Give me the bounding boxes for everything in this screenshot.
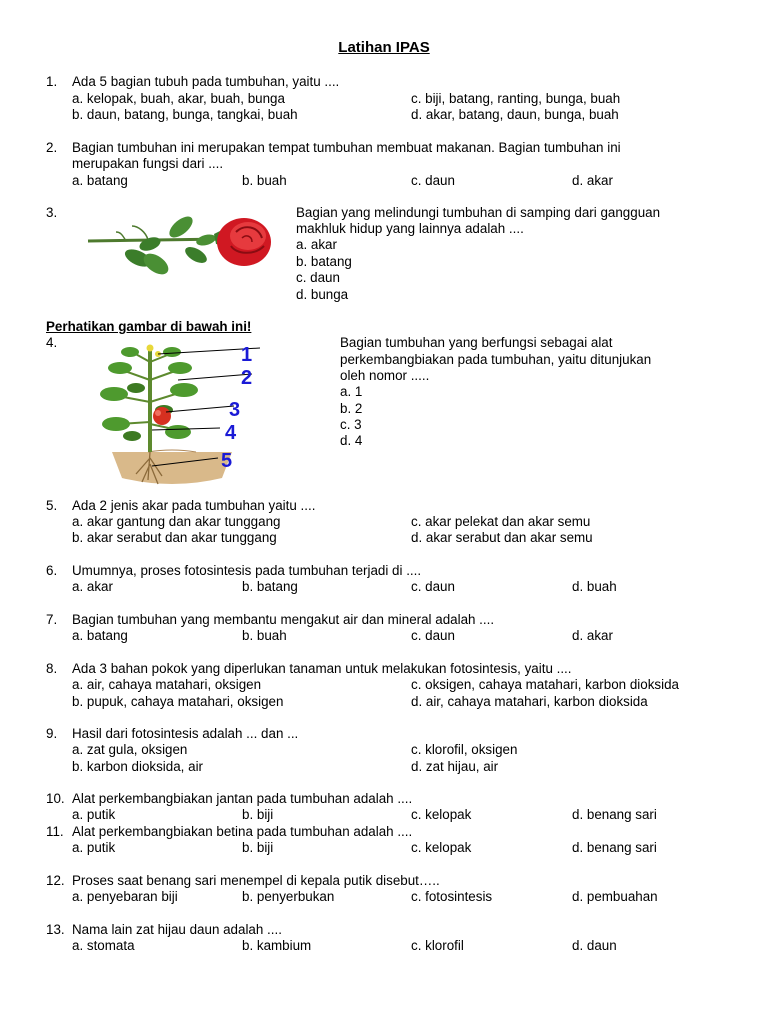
question-1-option-c: c. biji, batang, ranting, bunga, buah: [411, 91, 621, 106]
question-11-text: Alat perkembangbiakan betina pada tumbuhan adalah ....: [72, 824, 413, 839]
question-11-option-c: c. kelopak: [411, 840, 472, 855]
question-5-option-a: a. akar gantung dan akar tunggang: [72, 514, 281, 529]
question-4-text-line-3: oleh nomor .....: [340, 368, 430, 383]
question-11-option-b: b. biji: [242, 840, 274, 855]
question-5-text: Ada 2 jenis akar pada tumbuhan yaitu ....: [72, 498, 316, 513]
question-8-option-b: b. pupuk, cahaya matahari, oksigen: [72, 694, 284, 709]
question-8-option-c: c. oksigen, cahaya matahari, karbon dioksida: [411, 677, 679, 692]
question-12-option-b: b. penyerbukan: [242, 889, 335, 904]
question-1-text: Ada 5 bagian tubuh pada tumbuhan, yaitu ....: [72, 74, 340, 89]
question-6-option-c: c. daun: [411, 579, 455, 594]
question-3-option-a: a. akar: [296, 237, 337, 252]
question-13-option-d: d. daun: [572, 938, 617, 953]
question-10-option-d: d. benang sari: [572, 807, 657, 822]
question-4-option-b: b. 2: [340, 401, 363, 416]
figure-number-3: 3: [229, 399, 241, 421]
question-2-option-c: c. daun: [411, 173, 455, 188]
question-3-option-b: b. batang: [296, 254, 352, 269]
question-9-text: Hasil dari fotosintesis adalah ... dan ...: [72, 726, 299, 741]
rose-image: [86, 212, 274, 280]
question-4-option-c: c. 3: [340, 417, 362, 432]
question-10-option-a: a. putik: [72, 807, 116, 822]
question-11-option-d: d. benang sari: [572, 840, 657, 855]
question-3-text-line-2: makhluk hidup yang lainnya adalah ....: [296, 221, 524, 236]
question-8-option-d: d. air, cahaya matahari, karbon dioksida: [411, 694, 648, 709]
question-7-option-c: c. daun: [411, 628, 455, 643]
question-5-option-d: d. akar serabut dan akar semu: [411, 530, 593, 545]
question-5-option-c: c. akar pelekat dan akar semu: [411, 514, 591, 529]
question-10-option-c: c. kelopak: [411, 807, 472, 822]
question-11-number: 11.: [46, 824, 64, 839]
question-5-number: 5.: [46, 498, 58, 513]
question-8-number: 8.: [46, 661, 58, 676]
question-3-text-line-1: Bagian yang melindungi tumbuhan di samping dari gangguan: [296, 205, 661, 220]
question-9-option-c: c. klorofil, oksigen: [411, 742, 518, 757]
figure-number-5: 5: [221, 450, 233, 472]
question-4-text-line-1: Bagian tumbuhan yang berfungsi sebagai alat: [340, 335, 613, 350]
question-8-option-a: a. air, cahaya matahari, oksigen: [72, 677, 262, 692]
question-3-option-d: d. bunga: [296, 287, 349, 302]
question-12-number: 12.: [46, 873, 65, 888]
question-9-option-d: d. zat hijau, air: [411, 759, 499, 774]
question-2-option-b: b. buah: [242, 173, 287, 188]
question-6-option-b: b. batang: [242, 579, 298, 594]
figure-number-1: 1: [241, 344, 253, 366]
question-2-text-line-2: merupakan fungsi dari ....: [72, 156, 224, 171]
question-9-number: 9.: [46, 726, 58, 741]
question-13-option-b: b. kambium: [242, 938, 312, 953]
question-7-option-b: b. buah: [242, 628, 287, 643]
question-13-number: 13.: [46, 922, 65, 937]
question-3-option-c: c. daun: [296, 270, 340, 285]
question-12-option-c: c. fotosintesis: [411, 889, 493, 904]
section-title: Perhatikan gambar di bawah ini!: [46, 319, 252, 334]
question-9-option-b: b. karbon dioksida, air: [72, 759, 204, 774]
question-7-option-d: d. akar: [572, 628, 613, 643]
question-12-text: Proses saat benang sari menempel di kepala putik disebut…..: [72, 873, 440, 888]
question-2-number: 2.: [46, 140, 58, 155]
question-4-number: 4.: [46, 335, 58, 350]
question-7-option-a: a. batang: [72, 628, 128, 643]
figure-number-2: 2: [241, 367, 253, 389]
question-13-option-a: a. stomata: [72, 938, 135, 953]
question-2-option-d: d. akar: [572, 173, 613, 188]
question-12-option-d: d. pembuahan: [572, 889, 658, 904]
question-12-option-a: a. penyebaran biji: [72, 889, 178, 904]
question-10-number: 10.: [46, 791, 65, 806]
question-9-option-a: a. zat gula, oksigen: [72, 742, 188, 757]
question-6-text: Umumnya, proses fotosintesis pada tumbuhan terjadi di ....: [72, 563, 422, 578]
question-11-option-a: a. putik: [72, 840, 116, 855]
question-4-option-a: a. 1: [340, 384, 363, 399]
question-10-option-b: b. biji: [242, 807, 274, 822]
question-8-text: Ada 3 bahan pokok yang diperlukan tanaman untuk melakukan fotosintesis, yaitu ....: [72, 661, 572, 676]
question-4-option-d: d. 4: [340, 433, 363, 448]
question-2-text-line-1: Bagian tumbuhan ini merupakan tempat tumbuhan membuat makanan. Bagian tumbuhan ini: [72, 140, 621, 155]
question-7-text: Bagian tumbuhan yang membantu mengakut air dan mineral adalah ....: [72, 612, 495, 627]
question-5-option-b: b. akar serabut dan akar tunggang: [72, 530, 277, 545]
question-2-option-a: a. batang: [72, 173, 128, 188]
figure-number-4: 4: [225, 422, 237, 444]
question-13-option-c: c. klorofil: [411, 938, 464, 953]
question-1-option-b: b. daun, batang, bunga, tangkai, buah: [72, 107, 298, 122]
question-13-text: Nama lain zat hijau daun adalah ....: [72, 922, 282, 937]
question-7-number: 7.: [46, 612, 58, 627]
question-1-option-a: a. kelopak, buah, akar, buah, bunga: [72, 91, 285, 106]
question-6-option-d: d. buah: [572, 579, 617, 594]
question-4-text-line-2: perkembangbiakan pada tumbuhan, yaitu ditunjukan: [340, 352, 652, 367]
question-3-number: 3.: [46, 205, 58, 220]
question-10-text: Alat perkembangbiakan jantan pada tumbuhan adalah ....: [72, 791, 413, 806]
question-6-option-a: a. akar: [72, 579, 113, 594]
question-1-option-d: d. akar, batang, daun, bunga, buah: [411, 107, 619, 122]
question-1-number: 1.: [46, 74, 58, 89]
question-6-number: 6.: [46, 563, 58, 578]
page-title: Latihan IPAS: [338, 39, 430, 56]
